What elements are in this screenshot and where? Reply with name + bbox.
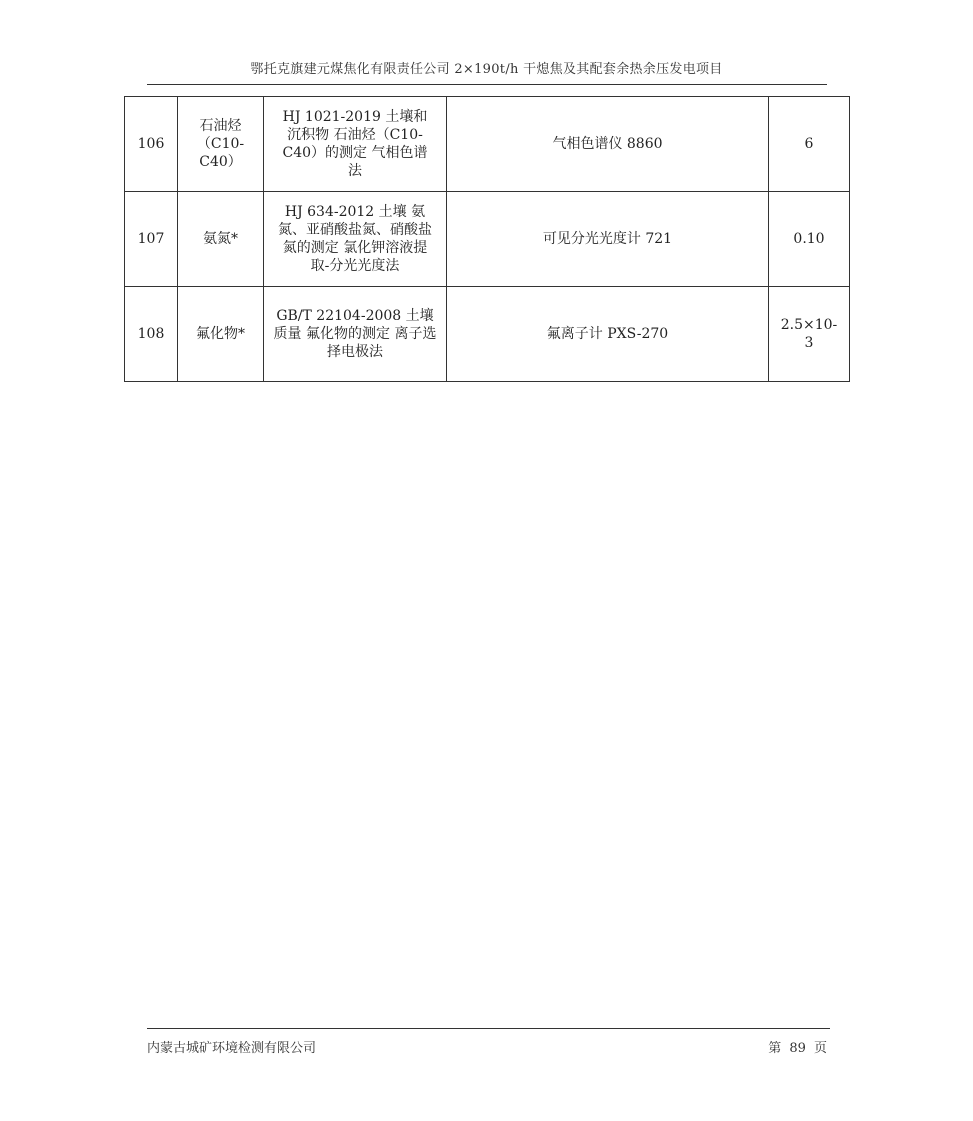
table-row: [125, 97, 850, 192]
detection-limit-cell: 0.10: [769, 192, 850, 287]
detection-limit-cell: 6: [769, 97, 850, 192]
item-cell: 氨氮*: [178, 192, 264, 287]
header-divider: [147, 84, 827, 85]
footer-divider: [147, 1028, 830, 1029]
item-cell: 石油烃（C10-C40）: [178, 97, 264, 192]
row-number-cell: 107: [125, 192, 178, 287]
method-cell: HJ 634-2012 土壤 氨氮、亚硝酸盐氮、硝酸盐氮的测定 氯化钾溶液提取-分光光度法: [264, 192, 447, 287]
page-header-title: 鄂托克旗建元煤焦化有限责任公司 2×190t/h 干熄焦及其配套余热余压发电项目: [250, 62, 723, 77]
row-number-cell: 108: [125, 287, 178, 382]
footer-company: 内蒙古城矿环境检测有限公司: [147, 1041, 317, 1056]
item-cell: 氟化物*: [178, 287, 264, 382]
method-table: [124, 96, 850, 382]
footer-page-number: 第 89 页: [768, 1041, 827, 1056]
detection-limit-cell: 2.5×10-3: [769, 287, 850, 382]
table-row: [125, 192, 850, 287]
method-cell: GB/T 22104-2008 土壤质量 氟化物的测定 离子选择电极法: [264, 287, 447, 382]
instrument-cell: 可见分光光度计 721: [447, 192, 769, 287]
instrument-cell: 氟离子计 PXS-270: [447, 287, 769, 382]
method-cell: HJ 1021-2019 土壤和沉积物 石油烃（C10-C40）的测定 气相色谱法: [264, 97, 447, 192]
instrument-cell: 气相色谱仪 8860: [447, 97, 769, 192]
row-number-cell: 106: [125, 97, 178, 192]
table-row: [125, 287, 850, 382]
